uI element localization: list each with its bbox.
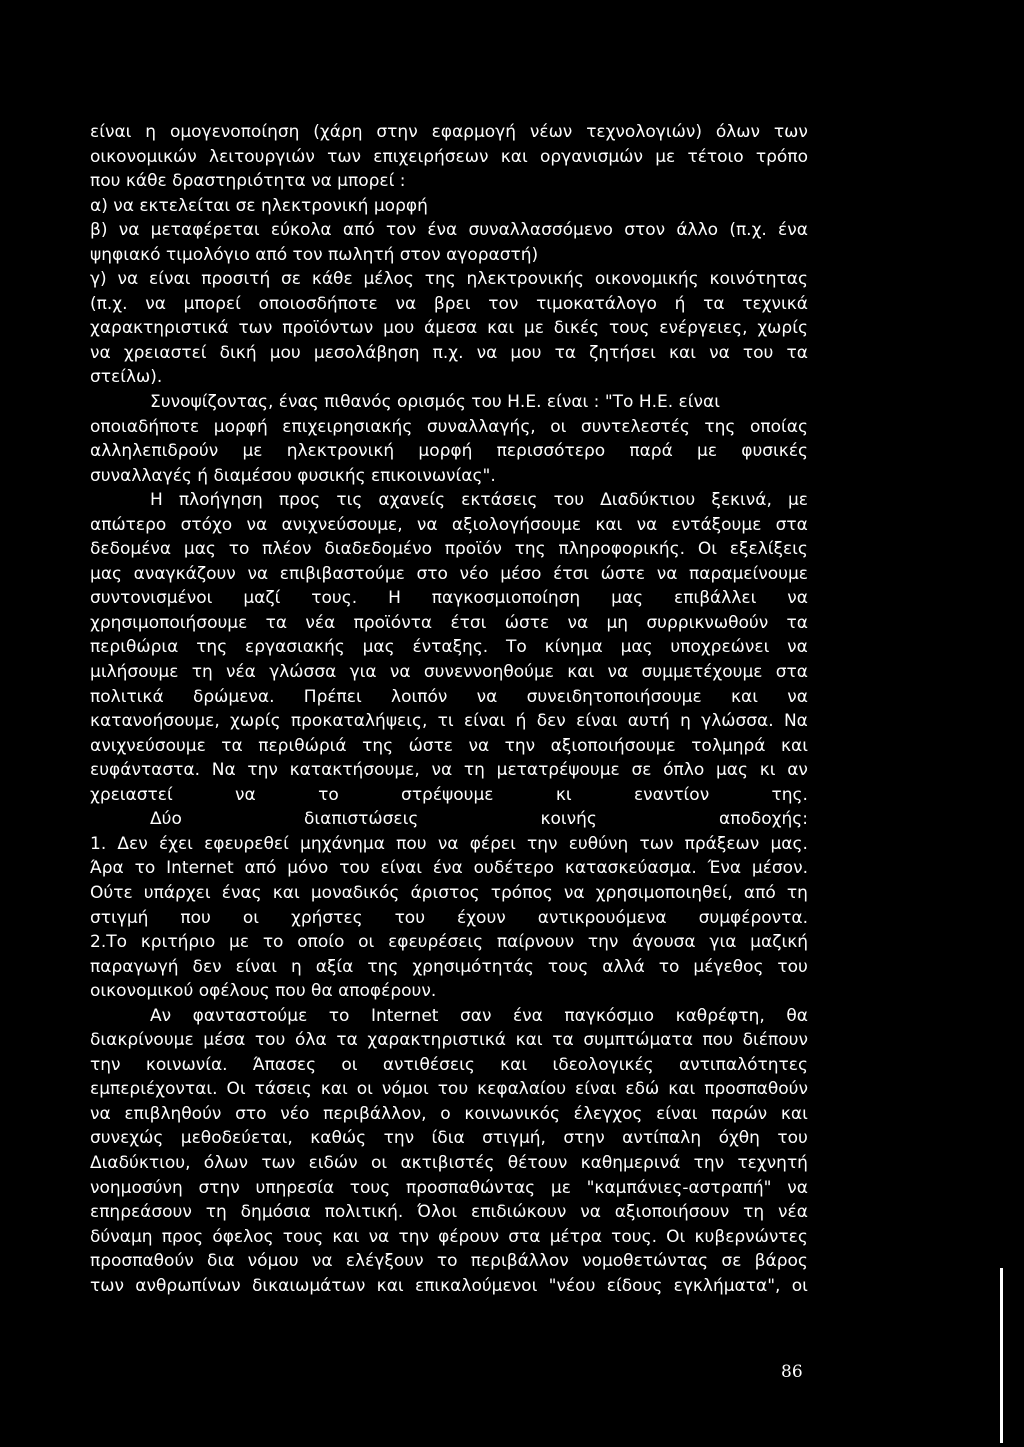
text-line: επηρεάσουν τη δημόσια πολιτική. Όλοι επιδιώκουν να αξιοποιήσουν τη νέα	[90, 1202, 808, 1223]
text-line: πολιτικά δρώμενα. Πρέπει λοιπόν να συνειδητοποιήσουμε και να	[90, 686, 808, 707]
text-line: 1. Δεν έχει εφευρεθεί μηχάνημα που να φέρει την ευθύνη των πράξεων μας.	[90, 833, 808, 854]
text-line: δεδομένα μας το πλέον διαδεδομένο προϊόν της πληροφορικής. Οι εξελίξεις	[90, 539, 808, 560]
page-number: 86	[781, 1362, 803, 1382]
text-line: την κοινωνία. Άπασες οι αντιθέσεις και ιδεολογικές αντιπαλότητες	[90, 1054, 808, 1075]
text-line: προσπαθούν δια νόμου να ελέγξουν το περιβάλλον νομοθετώντας σε βάρος	[90, 1251, 808, 1272]
text-line: οικονομικού οφέλους που θα αποφέρουν.	[90, 981, 437, 1002]
text-line: Συνοψίζοντας, ένας πιθανός ορισμός του Η.Ε. είναι : "Το Η.Ε. είναι	[150, 392, 720, 413]
text-line: στιγμή που οι χρήστες του έχουν αντικρουόμενα συμφέροντα.	[90, 907, 808, 928]
text-line: μιλήσουμε τη νέα γλώσσα για να συνεννοηθούμε και να συμμετέχουμε στα	[90, 662, 808, 683]
text-line: των ανθρωπίνων δικαιωμάτων και επικαλούμενοι "νέου είδους εγκλήματα", οι	[90, 1275, 808, 1296]
text-line: δύναμη προς όφελος τους και να την φέρουν στα μέτρα τους. Οι κυβερνώντες	[90, 1226, 808, 1247]
text-line: χαρακτηριστικά των προϊόντων μου άμεσα και με δικές τους ενέργειες, χωρίς	[90, 318, 808, 339]
text-line: Η πλοήγηση προς τις αχανείς εκτάσεις του Διαδύκτιου ξεκινά, με	[150, 490, 808, 511]
text-line: Άρα το Internet από μόνο του είναι ένα ουδέτερο κατασκεύασμα. Ένα μέσον.	[90, 858, 808, 879]
text-line: οποιαδήποτε μορφή επιχειρησιακής συναλλαγής, οι συντελεστές της οποίας	[90, 416, 808, 437]
text-line: περιθώρια της εργασιακής μας ένταξης. Το κίνημα μας υποχρεώνει να	[90, 637, 808, 658]
text-line: Αν φανταστούμε το Internet σαν ένα παγκόσμιο καθρέφτη, θα	[150, 1005, 808, 1026]
text-line: αλληλεπιδρούν με ηλεκτρονική μορφή περισσότερο παρά με φυσικές	[90, 441, 808, 462]
text-line: συναλλαγές ή διαμέσου φυσικής επικοινωνίας".	[90, 465, 496, 486]
text-line: μας αναγκάζουν να επιβιβαστούμε στο νέο μέσο έτσι ώστε να παραμείνουμε	[90, 563, 808, 584]
text-line: β) να μεταφέρεται εύκολα από τον ένα συναλλασσόμενο στον άλλο (π.χ. ένα	[90, 220, 808, 241]
body-text	[90, 120, 808, 1298]
text-line: να επιβληθούν στο νέο περιβάλλον, ο κοινωνικός έλεγχος είναι παρών και	[90, 1103, 808, 1124]
text-line: εμπεριέχονται. Οι τάσεις και οι νόμοι του κεφαλαίου είναι εδώ και προσπαθούν	[90, 1079, 808, 1100]
text-line: ψηφιακό τιμολόγιο από τον πωλητή στον αγοραστή)	[90, 244, 539, 265]
text-line: ευφάνταστα. Να την κατακτήσουμε, να τη μετατρέψουμε σε όπλο μας κι αν	[90, 760, 808, 781]
text-line: χρειαστεί να το στρέψουμε κι εναντίον της.	[90, 784, 808, 805]
text-line: νοημοσύνη στην υπηρεσία τους προσπαθώντας με "καμπάνιες-αστραπή" να	[90, 1177, 808, 1198]
text-line: α) να εκτελείται σε ηλεκτρονική μορφή	[90, 195, 428, 216]
text-line: παραγωγή δεν είναι η αξία της χρησιμότητάς τους αλλά το μέγεθος του	[90, 956, 808, 977]
text-line: 2.Το κριτήριο με το οποίο οι εφευρέσεις παίρνουν την άγουσα για μαζική	[90, 932, 808, 953]
text-line: (π.χ. να μπορεί οποιοσδήποτε να βρει τον τιμοκατάλογο ή τα τεχνικά	[90, 293, 808, 314]
text-line: Ούτε υπάρχει ένας και μοναδικός άριστος τρόπος να χρησιμοποιηθεί, από τη	[90, 882, 808, 903]
text-line: ανιχνεύσουμε τα περιθώριά της ώστε να την αξιοποιήσουμε τολμηρά και	[90, 735, 808, 756]
margin-rule	[1000, 1268, 1003, 1443]
text-line: απώτερο στόχο να ανιχνεύσουμε, να αξιολογήσουμε και να εντάξουμε στα	[90, 514, 808, 535]
text-line: οικονομικών λειτουργιών των επιχειρήσεων και οργανισμών με τέτοιο τρόπο	[90, 146, 808, 167]
text-line: συνεχώς μεθοδεύεται, καθώς την ίδια στιγμή, στην αντίπαλη όχθη του	[90, 1128, 808, 1149]
text-line: διακρίνουμε μέσα του όλα τα χαρακτηριστικά και τα συμπτώματα που διέπουν	[90, 1030, 808, 1051]
text-line: γ) να είναι προσιτή σε κάθε μέλος της ηλεκτρονικής οικονομικής κοινότητας	[90, 269, 808, 290]
text-line: είναι η ομογενοποίηση (χάρη στην εφαρμογή νέων τεχνολογιών) όλων των	[90, 122, 808, 142]
text-line: χρησιμοποιήσουμε τα νέα προϊόντα έτσι ώστε να μη συρρικνωθούν τα	[90, 612, 808, 633]
text-line: που κάθε δραστηριότητα να μπορεί :	[90, 171, 406, 192]
text-line: Διαδύκτιου, όλων των ειδών οι ακτιβιστές θέτουν καθημερινά την τεχνητή	[90, 1152, 808, 1173]
text-line: κατανοήσουμε, χωρίς προκαταλήψεις, τι είναι ή δεν είναι αυτή η γλώσσα. Να	[90, 711, 808, 732]
text-line: να χρειαστεί δική μου μεσολάβηση π.χ. να μου τα ζητήσει και να του τα	[90, 342, 808, 363]
text-line: συντονισμένοι μαζί τους. Η παγκοσμιοποίηση μας επιβάλλει να	[90, 588, 808, 609]
text-line: στείλω).	[90, 367, 163, 388]
text-line: Δύο διαπιστώσεις κοινής αποδοχής:	[150, 809, 808, 830]
